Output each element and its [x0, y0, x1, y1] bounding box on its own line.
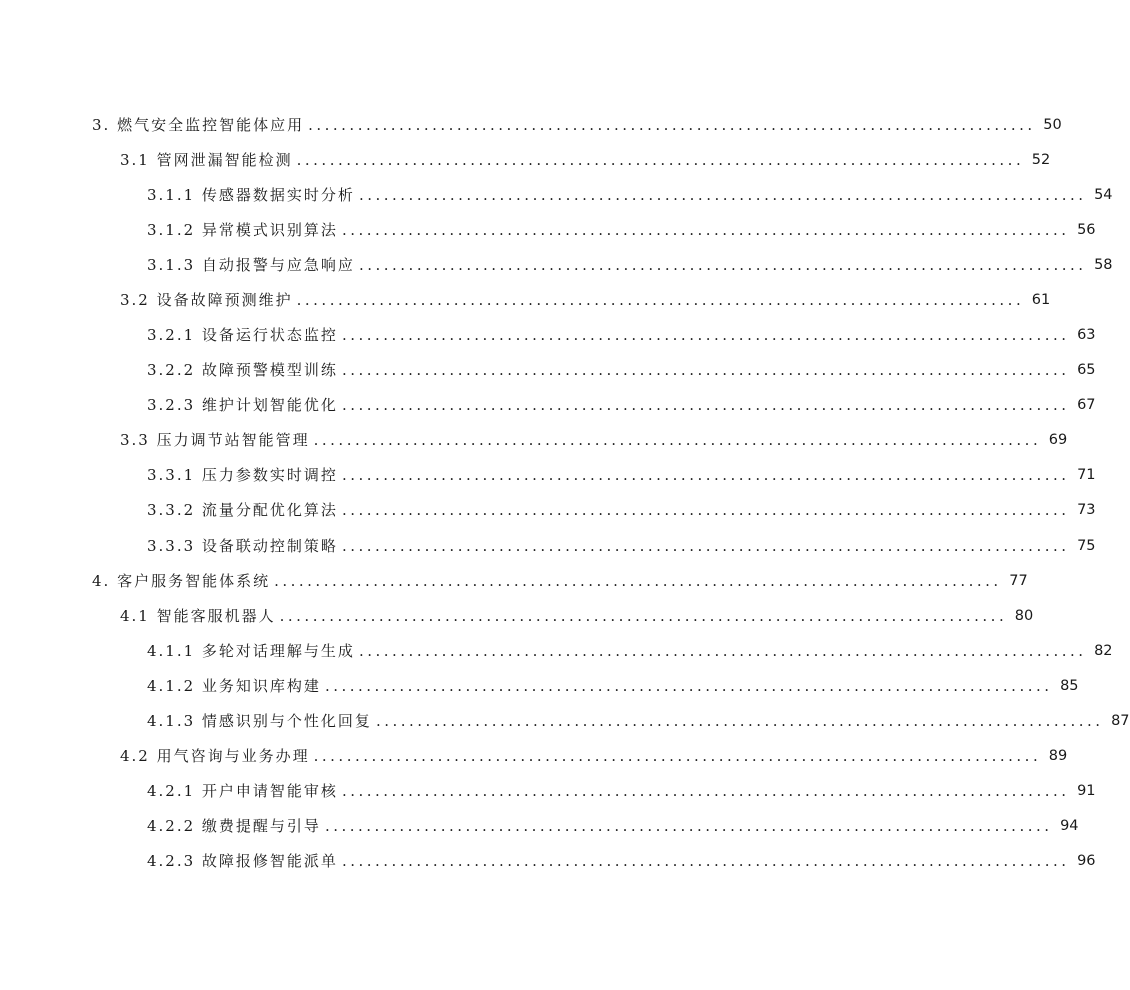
toc-entry-title: 3.3.3 设备联动控制策略	[147, 537, 338, 555]
toc-entry-title: 4. 客户服务智能体系统	[92, 572, 271, 590]
toc-leader-dots: ........................................................................................	[279, 607, 1008, 625]
toc-entry	[120, 743, 1068, 769]
toc-entry	[120, 427, 1068, 453]
toc-entry-title: 3.3 压力调节站智能管理	[120, 431, 310, 449]
toc-leader-dots: ........................................................................................	[313, 431, 1042, 449]
toc-leader-dots: ........................................................................................	[341, 501, 1070, 519]
toc-entry-page: 77	[1009, 573, 1028, 589]
toc-entry-title: 3.2 设备故障预测维护	[120, 291, 293, 309]
toc-entry	[147, 533, 1096, 559]
toc-entry-title: 4.1.3 情感识别与个性化回复	[147, 712, 372, 730]
toc-entry-title: 3.2.1 设备运行状态监控	[147, 326, 338, 344]
toc-entry	[147, 778, 1096, 804]
toc-entry	[147, 357, 1096, 383]
toc-entry-page: 89	[1048, 748, 1068, 764]
toc-entry-page: 80	[1014, 608, 1034, 624]
toc-entry	[120, 147, 1051, 173]
toc-entry-page: 58	[1094, 257, 1113, 273]
toc-entry-page: 65	[1077, 362, 1096, 378]
toc-entry	[147, 392, 1096, 418]
toc-entry-title: 3.1.3 自动报警与应急响应	[147, 256, 355, 274]
toc-entry	[92, 112, 1062, 138]
toc-entry-page: 94	[1060, 818, 1079, 834]
toc-entry-page: 91	[1077, 783, 1096, 799]
toc-entry-page: 96	[1077, 853, 1096, 869]
toc-leader-dots: ........................................................................................	[324, 677, 1053, 695]
toc-entry-page: 67	[1077, 397, 1096, 413]
toc-entry-title: 3. 燃气安全监控智能体应用	[92, 116, 305, 134]
toc-entry-page: 69	[1048, 432, 1068, 448]
toc-entry	[147, 182, 1113, 208]
toc-entry-page: 50	[1043, 117, 1062, 133]
toc-entry-title: 3.3.1 压力参数实时调控	[147, 466, 338, 484]
toc-entry	[147, 813, 1079, 839]
toc-entry-title: 3.1 管网泄漏智能检测	[120, 151, 293, 169]
toc-leader-dots: ........................................................................................	[341, 361, 1070, 379]
toc-entry-page: 82	[1094, 643, 1113, 659]
toc-entry-title: 3.2.3 维护计划智能优化	[147, 396, 338, 414]
toc-leader-dots: ........................................................................................	[341, 852, 1070, 870]
toc-entry	[147, 462, 1096, 488]
toc-entry-title: 4.2.3 故障报修智能派单	[147, 852, 338, 870]
toc-entry	[147, 708, 1130, 734]
toc-entry-title: 4.1.1 多轮对话理解与生成	[147, 642, 355, 660]
toc-leader-dots: ........................................................................................	[341, 782, 1070, 800]
toc-entry-title: 4.2 用气咨询与业务办理	[120, 747, 310, 765]
toc-entry	[147, 322, 1096, 348]
toc-entry-page: 71	[1077, 467, 1096, 483]
toc-leader-dots: ........................................................................................	[308, 116, 1036, 134]
toc-entry	[92, 568, 1028, 594]
toc-entry-page: 75	[1077, 538, 1096, 554]
toc-entry-page: 61	[1031, 292, 1051, 308]
toc-entry-page: 63	[1077, 327, 1096, 343]
toc-leader-dots: ........................................................................................	[358, 256, 1087, 274]
toc-leader-dots: ........................................................................................	[341, 326, 1070, 344]
toc-entry-title: 4.1 智能客服机器人	[120, 607, 276, 625]
toc-entry	[147, 217, 1096, 243]
toc-leader-dots: ........................................................................................	[358, 186, 1087, 204]
toc-leader-dots: ........................................................................................	[341, 466, 1070, 484]
toc-entry	[147, 848, 1096, 874]
toc-entry-title: 3.1.2 异常模式识别算法	[147, 221, 338, 239]
toc-leader-dots: ........................................................................................	[313, 747, 1042, 765]
toc-entry-page: 54	[1094, 187, 1113, 203]
toc-entry	[147, 673, 1079, 699]
toc-entry	[120, 603, 1034, 629]
toc-entry-page: 73	[1077, 502, 1096, 518]
toc-entry	[120, 287, 1051, 313]
toc-entry-title: 4.2.1 开户申请智能审核	[147, 782, 338, 800]
toc-leader-dots: ........................................................................................	[375, 712, 1104, 730]
toc-entry-page: 52	[1031, 152, 1051, 168]
toc-leader-dots: ........................................................................................	[324, 817, 1053, 835]
toc-entry-page: 87	[1111, 713, 1130, 729]
toc-leader-dots: ........................................................................................	[341, 537, 1070, 555]
toc-entry	[147, 638, 1113, 664]
toc-leader-dots: ........................................................................................	[296, 291, 1025, 309]
toc-entry-title: 4.1.2 业务知识库构建	[147, 677, 321, 695]
toc-entry-title: 3.3.2 流量分配优化算法	[147, 501, 338, 519]
toc-entry-page: 56	[1077, 222, 1096, 238]
toc-entry-page: 85	[1060, 678, 1079, 694]
toc-entry-title: 3.2.2 故障预警模型训练	[147, 361, 338, 379]
toc-leader-dots: ........................................................................................	[296, 151, 1025, 169]
toc-entry-title: 4.2.2 缴费提醒与引导	[147, 817, 321, 835]
toc-leader-dots: ........................................................................................	[358, 642, 1087, 660]
toc-leader-dots: ........................................................................................	[274, 572, 1002, 590]
toc-leader-dots: ........................................................................................	[341, 396, 1070, 414]
toc-leader-dots: ........................................................................................	[341, 221, 1070, 239]
toc-entry	[147, 252, 1113, 278]
toc-entry-title: 3.1.1 传感器数据实时分析	[147, 186, 355, 204]
toc-entry	[147, 497, 1096, 523]
